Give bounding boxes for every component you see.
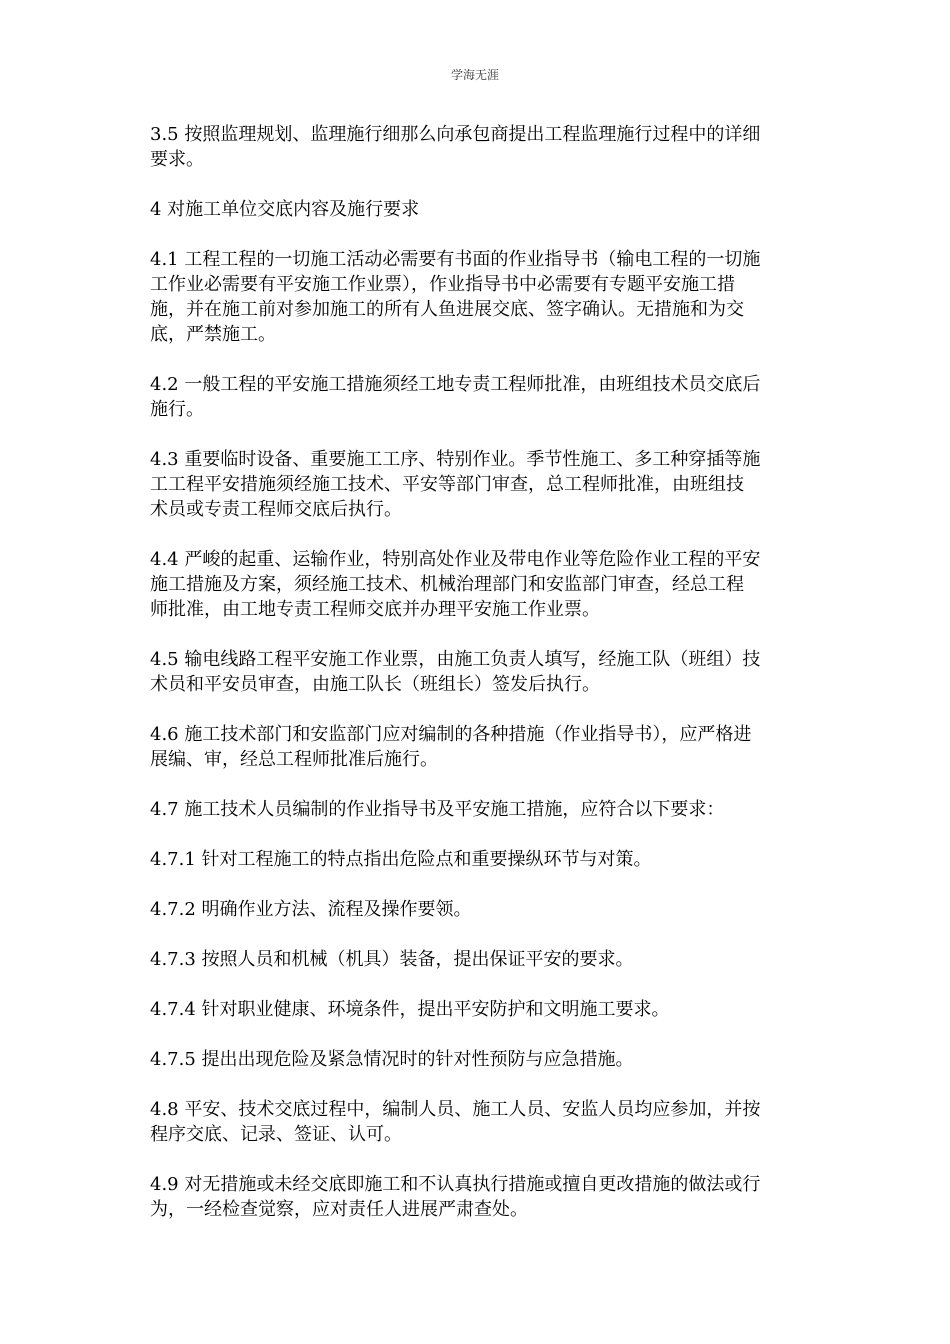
paragraph xyxy=(150,847,810,872)
text-line: 工工程平安措施须经施工技术、平安等部门审查，总工程师批准，由班组技 xyxy=(150,474,744,495)
text-line: 术员或专责工程师交底后执行。 xyxy=(150,499,402,520)
text-line: 4.7.3 按照人员和机械（机具）装备，提出保证平安的要求。 xyxy=(150,949,634,970)
text-line: 施，并在施工前对参加施工的所有人鱼进展交底、签字确认。无措施和为交 xyxy=(150,299,744,320)
paragraph xyxy=(150,197,810,222)
paragraph xyxy=(150,447,810,522)
text-line: 4.6 施工技术部门和安监部门应对编制的各种措施（作业指导书），应严格进 xyxy=(150,724,752,745)
paragraph xyxy=(150,797,810,822)
text-line: 要求。 xyxy=(150,149,204,170)
text-line: 4.4 严峻的起重、运输作业，特别高处作业及带电作业等危险作业工程的平安 xyxy=(150,549,761,570)
text-line: 4.7.4 针对职业健康、环境条件，提出平安防护和文明施工要求。 xyxy=(150,999,670,1020)
paragraph xyxy=(150,1172,810,1222)
text-line: 施工措施及方案，须经施工技术、机械治理部门和安监部门审查，经总工程 xyxy=(150,574,744,595)
text-line: 4.3 重要临时设备、重要施工工序、特别作业。季节性施工、多工种穿插等施 xyxy=(150,449,761,470)
paragraph xyxy=(150,947,810,972)
text-line: 4.7.2 明确作业方法、流程及操作要领。 xyxy=(150,899,472,920)
text-line: 师批准，由工地专责工程师交底并办理平安施工作业票。 xyxy=(150,599,600,620)
paragraph xyxy=(150,547,810,622)
text-line: 工作业必需要有平安施工作业票），作业指导书中必需要有专题平安施工措 xyxy=(150,274,735,295)
text-line: 4.9 对无措施或未经交底即施工和不认真执行措施或擅自更改措施的做法或行 xyxy=(150,1174,761,1195)
text-line: 4.1 工程工程的一切施工活动必需要有书面的作业指导书（输电工程的一切施 xyxy=(150,249,761,270)
paragraph xyxy=(150,1097,810,1147)
text-line: 4.2 一般工程的平安施工措施须经工地专责工程师批准，由班组技术员交底后 xyxy=(150,374,761,395)
text-line: 展编、审，经总工程师批准后施行。 xyxy=(150,749,438,770)
text-line: 底，严禁施工。 xyxy=(150,324,276,345)
paragraph xyxy=(150,997,810,1022)
text-line: 程序交底、记录、签证、认可。 xyxy=(150,1124,402,1145)
text-line: 4.5 输电线路工程平安施工作业票，由施工负责人填写，经施工队（班组）技 xyxy=(150,649,761,670)
paragraph xyxy=(150,1047,810,1072)
text-line: 术员和平安员审查，由施工队长（班组长）签发后执行。 xyxy=(150,674,600,695)
document-body xyxy=(150,122,810,1247)
text-line: 3.5 按照监理规划、监理施行细那么向承包商提出工程监理施行过程中的详细 xyxy=(150,124,761,145)
paragraph xyxy=(150,897,810,922)
paragraph xyxy=(150,722,810,772)
paragraph xyxy=(150,247,810,347)
paragraph xyxy=(150,647,810,697)
paragraph xyxy=(150,122,810,172)
paragraph xyxy=(150,372,810,422)
text-line: 4.7 施工技术人员编制的作业指导书及平安施工措施，应符合以下要求： xyxy=(150,799,725,820)
text-line: 施行。 xyxy=(150,399,204,420)
page-header: 学海无涯 xyxy=(450,68,499,82)
text-line: 4.8 平安、技术交底过程中，编制人员、施工人员、安监人员均应参加，并按 xyxy=(150,1099,761,1120)
text-line: 为，一经检查觉察，应对责任人进展严肃查处。 xyxy=(150,1199,528,1220)
text-line: 4 对施工单位交底内容及施行要求 xyxy=(150,199,420,220)
text-line: 4.7.5 提出出现危险及紧急情况时的针对性预防与应急措施。 xyxy=(150,1049,634,1070)
text-line: 4.7.1 针对工程施工的特点指出危险点和重要操纵环节与对策。 xyxy=(150,849,652,870)
